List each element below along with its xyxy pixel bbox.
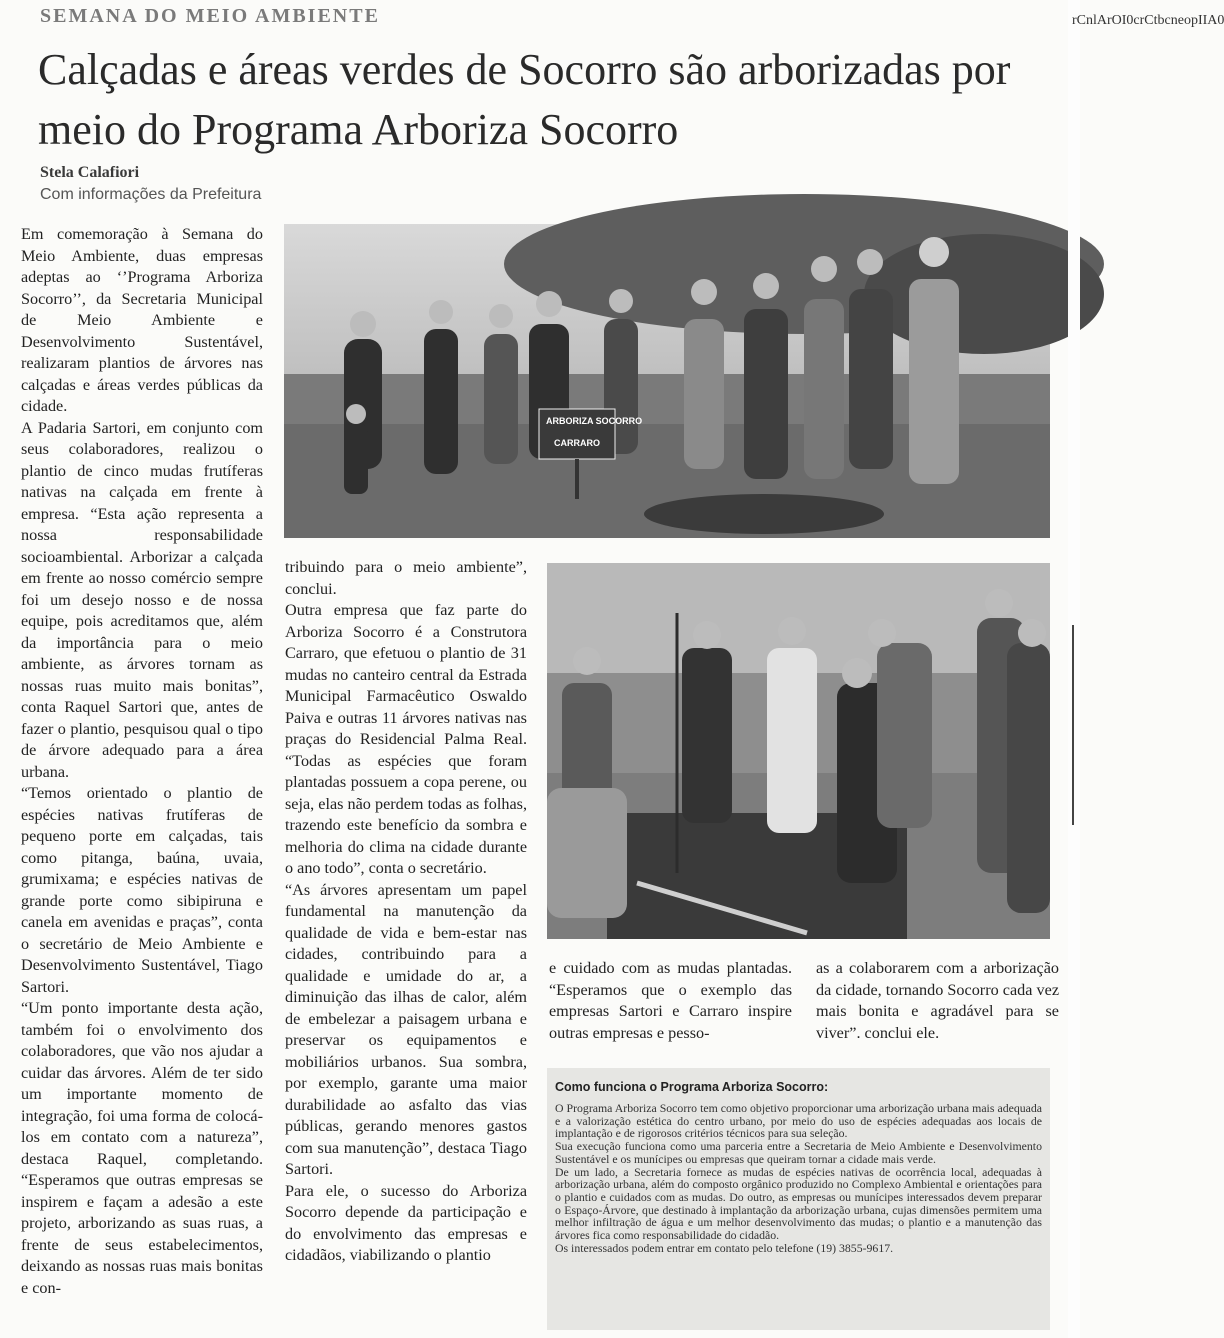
- article-column-2: [285, 557, 527, 1267]
- info-box-body: [555, 1102, 1042, 1254]
- edge-rule: [1072, 625, 1074, 825]
- section-label: SEMANA DO MEIO AMBIENTE: [40, 5, 380, 27]
- paragraph: e cuidado com as mudas plantadas. “Esperamos que o exemplo das empresas Sartori e Carraro inspire outras empresas e pesso-: [549, 959, 792, 1042]
- planting-photo: [547, 563, 1050, 939]
- headline: Calçadas e áreas verdes de Socorro são arborizadas por meio do Programa Arboriza Socorro: [38, 45, 1011, 154]
- paragraph: as a colaborarem com a arborização da cidade, tornando Socorro cada vez mais bonita e agradável para se viver”. conclui ele.: [816, 959, 1059, 1042]
- article-column-1: [21, 224, 263, 1299]
- info-paragraph: Sua execução funciona como uma parceria entre a Secretaria de Meio Ambiente e Desenvolvimento Sustentável e os munícipes ou empresas que queiram tornar a cidade mais verde.: [555, 1139, 1042, 1166]
- paragraph: A Padaria Sartori, em conjunto com seus colaboradores, realizou o plantio de cinco mudas frutíferas nativas na calçada em frente à empresa. “Esta ação representa a nossa responsabilidade socioambiental. Arborizar a calçada em frente ao nosso comércio sempre foi um desejo nosso e de nossa equipe, pois acreditamos que, além da importância para o meio ambiente, as árvores tornam as nossas ruas muito mais bonitas”, conta Raquel Sartori que, antes de fazer o plantio, pesquisou qual o tipo de árvore adequado para a área urbana.: [21, 418, 263, 781]
- paragraph: Para ele, o sucesso do Arboriza Socorro depende da participação e do envolvimento das empresas e cidadãos, viabilizando o plantio: [285, 1181, 527, 1264]
- paragraph: “As árvores apresentam um papel fundamental na manutenção da qualidade de vida e bem-estar nas cidades, contribuindo para a qualidade e umidade do ar, a diminuição das ilhas de calor, além de embelezar a paisagem urbana e preservar os equipamentos e mobiliários urbanos. Sua sombra, por exemplo, garante uma maior durabilidade ao asfalto das vias públicas, gerando menores gastos com sua manutenção”, destaca Tiago Sartori.: [285, 880, 527, 1178]
- paragraph: tribuindo para o meio ambiente”, conclui.: [285, 558, 527, 598]
- author-name: Stela Calafiori: [40, 164, 140, 181]
- article-column-3: [549, 958, 792, 1044]
- sign-brand: CARRARO: [554, 438, 600, 448]
- paragraph: Em comemoração à Semana do Meio Ambiente, duas empresas adeptas ao ‘’Programa Arboriza Socorro’’, da Secretaria Municipal de Meio Ambiente e Desenvolvimento Sustentável, realizaram plantios de árvores nas calçadas e áreas verdes públicas da cidade.: [21, 225, 263, 415]
- info-paragraph: Os interessados podem entrar em contato pelo telefone (19) 3855-9617.: [555, 1240, 894, 1255]
- author-credit: Com informações da Prefeitura: [40, 186, 262, 203]
- info-box: [547, 1068, 1050, 1330]
- article-column-4: [816, 958, 1059, 1044]
- group-photo: [284, 224, 1050, 538]
- paragraph: “Temos orientado o plantio de espécies nativas frutíferas de pequeno porte em calçadas, tais como pitanga, baúna, uvaia, grumixama; e espécies nativas de grande porte como sibipiruna e canela em avenidas e praças”, conta o secretário de Meio Ambiente e Desenvolvimento Sustentável, Tiago Sartori.: [21, 784, 263, 996]
- info-paragraph: De um lado, a Secretaria fornece as mudas de espécies nativas de ocorrência local, adequadas à arborização urbana, além do composto orgânico produzido no Complexo Ambiental e orientações para o plantio e cuidados com as mudas. Do outro, as empresas ou munícipes interessados devem preparar o Espaço-Árvore, que destinado à implantação da arborização urbana, cujas dimensões permitem uma melhor infiltração de água e um melhor desenvolvimento das mudas; o plantio e a manutenção das árvores fica como responsabilidade do cidadão.: [555, 1164, 1042, 1243]
- info-paragraph: O Programa Arboriza Socorro tem como objetivo proporcionar uma arborização urbana mais adequada e a valorização estética do centro urbano, por meio do uso de espécies adequadas aos locais de implantação e de rigorosos critérios técnicos para sua seleção.: [555, 1101, 1042, 1141]
- sign-line: ARBORIZA SOCORRO: [546, 416, 643, 426]
- info-box-title: Como funciona o Programa Arboriza Socorro:: [555, 1080, 829, 1094]
- paragraph: “Um ponto importante desta ação, também foi o envolvimento dos colaboradores, que vão nos ajudar a cuidar das árvores. Além de ter sido um importante momento de integração, foi uma forma de colocá-los em contato com a natureza”, destaca Raquel, completando. “Esperamos que outras empresas se inspirem e façam a adesão a este projeto, arborizando as suas ruas, a frente de seus estabelecimentos, deixando as nossas ruas mais bonitas e con-: [21, 999, 263, 1297]
- paragraph: Outra empresa que faz parte do Arboriza Socorro é a Construtora Carraro, que efetuou o plantio de 31 mudas no canteiro central da Estrada Municipal Farmacêutico Oswaldo Paiva e outras 11 árvores nativas nas praças do Residencial Palma Real. “Todas as espécies que foram plantadas possuem a copa perene, ou seja, elas não perdem todas as folhas, trazendo este benefício da sombra e melhoria do clima na cidade durante o ano todo”, conta o secretário.: [285, 601, 527, 877]
- adjacent-column-letters: rCnlArOI0crCtbcneopIIA0: [1072, 13, 1224, 28]
